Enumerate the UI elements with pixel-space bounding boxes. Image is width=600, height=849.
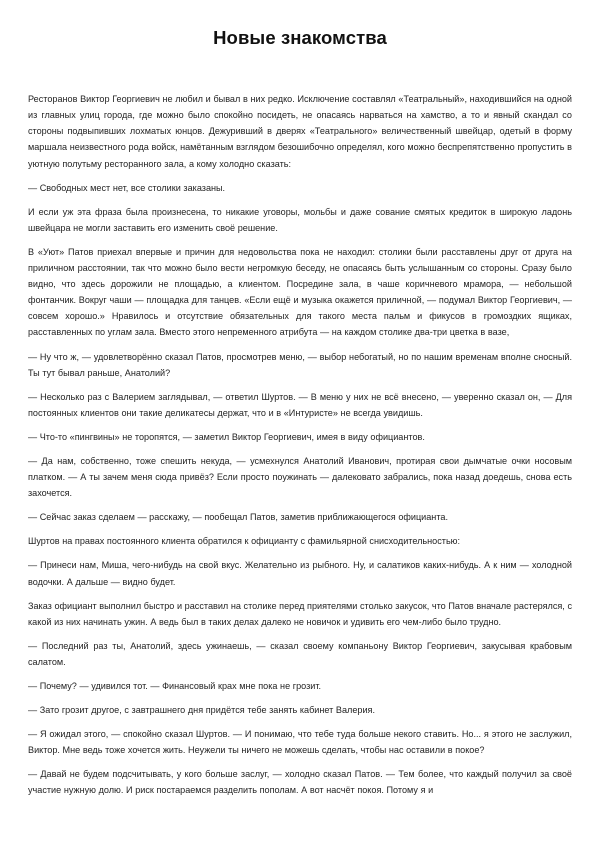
paragraph: — Да нам, собственно, тоже спешить некуда, — усмехнулся Анатолий Иванович, протирая свои дымчатые очки носовым платком. — А ты зачем меня сюда привёз? Если просто поужинать — далековато забрались, пока назад доедешь, снова есть захочется. bbox=[28, 455, 572, 499]
paragraph: — Почему? — удивился тот. — Финансовый крах мне пока не грозит. bbox=[28, 681, 322, 691]
paragraph: И если уж эта фраза была произнесена, то никакие уговоры, мольбы и даже сование смятых кредиток в широкую ладонь швейцара не могли заставить его изменить своё решение. bbox=[28, 206, 572, 233]
paragraph: Шуртов на правах постоянного клиента обратился к официанту с фамильярной снисходительностью: bbox=[28, 536, 461, 547]
paragraph: — Я ожидал этого, — спокойно сказал Шуртов. — И понимаю, что тебе туда больше некого ставить. Но... я этого не заслужил, Виктор. Мне ведь тоже хочется жить. Неужели ты ничего не можешь сделать, чтобы нас оставили в покое? bbox=[28, 729, 572, 756]
paragraph: — Несколько раз с Валерием заглядывал, — ответил Шуртов. — В меню у них не всё внесено, — уверенно сказал он, — Для постоянных клиентов они такие деликатесы держат, что и в «Интуристе» не всегда увидишь. bbox=[28, 391, 572, 418]
paragraph: — Зато грозит другое, с завтрашнего дня придётся тебе занять кабинет Валерия. bbox=[28, 705, 376, 716]
paragraph: — Принеси нам, Миша, чего-нибудь на свой вкус. Желательно из рыбного. Ну, и салатиков каких-нибудь. А к ним — холодной водочки. А дальше — видно будет. bbox=[28, 560, 572, 587]
paragraph: Ресторанов Виктор Георгиевич не любил и бывал в них редко. Исключение составлял «Театральный», находившийся на одной из главных улиц города, где можно было спокойно посидеть, не опасаясь нарваться на хамство, а то и явный скандал со стороны подвыпивших лохматых юнцов. Дежуривший в дверях «Театрального» величественный швейцар, одетый в форму маршала неизвестного рода войск, намётанным взглядом безошибочно определял, кого можно беспрепятственно пропустить в уютную полутьму ресторанного зала, а кому холодно сказать: bbox=[28, 94, 572, 169]
document-body bbox=[28, 91, 572, 798]
paragraph: — Свободных мест нет, все столики заказаны. bbox=[28, 182, 226, 193]
paragraph: — Что-то «пингвины» не торопятся, — заметил Виктор Георгиевич, имея в виду официантов. bbox=[28, 431, 425, 442]
page-title: Новые знакомства bbox=[213, 27, 387, 48]
paragraph: — Последний раз ты, Анатолий, здесь ужинаешь, — сказал своему компаньону Виктор Георгиевич, закусывая крабовым салатом. bbox=[28, 640, 572, 667]
paragraph: — Сейчас заказ сделаем — расскажу, — пообещал Патов, заметив приближающегося официанта. bbox=[28, 512, 448, 523]
paragraph: — Давай не будем подсчитывать, у кого больше заслуг, — холодно сказал Патов. — Тем более, что каждый получил за своё участие нужную долю. И риск постараемся разделить пополам. А вот насчёт покоя. Потому я и bbox=[28, 769, 572, 796]
paragraph: — Ну что ж, — удовлетворённо сказал Патов, просмотрев меню, — выбор небогатый, но по нашим временам вполне сносный. Ты тут бывал раньше, Анатолий? bbox=[28, 351, 572, 378]
paragraph: Заказ официант выполнил быстро и расставил на столике перед приятелями столько закусок, что Патов вначале растерялся, с какой из них начинать ужин. А ведь был в таких делах далеко не новичок и удивить его чем-либо было трудно. bbox=[28, 600, 572, 627]
paragraph: В «Уют» Патов приехал впервые и причин для недовольства пока не находил: столики были расставлены друг от друга на приличном расстоянии, так что можно было вести негромкую беседу, не опасаясь быть услышанным со стороны. Сразу было видно, что здесь дорожили не площадью, а клиентом. Посредине зала, в чаше коричневого мрамора, — небольшой фонтанчик. Вокруг чаши — площадка для танцев. «Если ещё и музыка окажется приличной, — подумал Виктор Георгиевич, — совсем хорошо.» Нравилось и отсутствие обязательных для такого места пальм и фикусов в громоздких ящиках, расставленных по углам зала. Вместо этого непременного атрибута — на каждом столике два-три цветка в вазе, bbox=[28, 246, 572, 338]
